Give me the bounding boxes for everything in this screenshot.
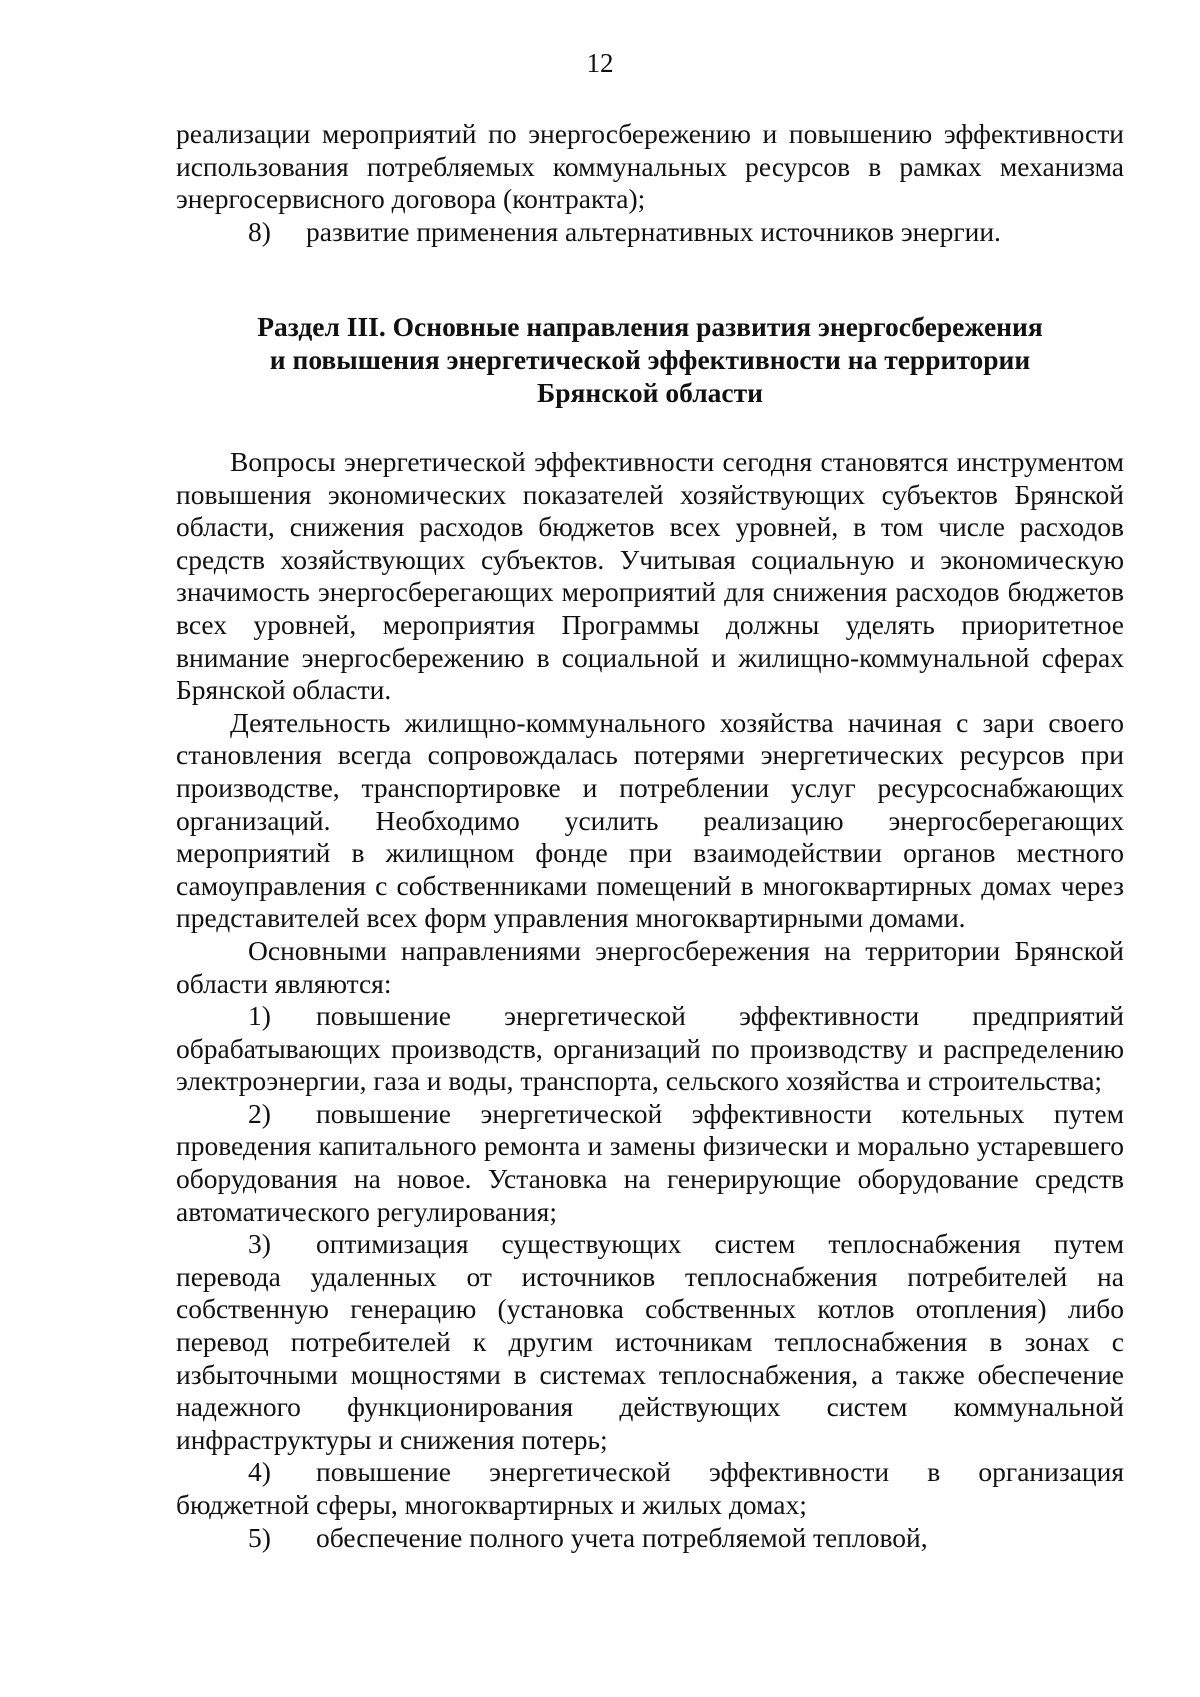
list-item-number: 3) bbox=[248, 1228, 271, 1260]
list-item-number: 1) bbox=[248, 1000, 271, 1032]
previous-section-continuation bbox=[176, 118, 1124, 248]
list-item-8 bbox=[176, 216, 1124, 249]
section-body bbox=[176, 446, 1124, 1554]
list-item bbox=[176, 1228, 1124, 1456]
paragraph-3: Основными направлениями энергосбережения на территории Брянской области являются: bbox=[176, 934, 1124, 999]
list-item bbox=[176, 1000, 1124, 1098]
list-item-text: повышение энергетической эффективности предприятий обрабатывающих производств, организаций по производству и распределению электроэнергии, газа и воды, транспорта, сельского хозяйства и строительства; bbox=[176, 1000, 1124, 1097]
list-item-number: 2) bbox=[248, 1097, 271, 1129]
page-number: 12 bbox=[586, 48, 614, 78]
list-item bbox=[176, 1098, 1124, 1228]
continuation-paragraph: реализации мероприятий по энергосбережению и повышению эффективности использования потребляемых коммунальных ресурсов в рамках механизма энергосервисного договора (контракта); bbox=[176, 118, 1124, 215]
list-item-text: повышение энергетической эффективности в организация бюджетной сферы, многоквартирных и жилых домах; bbox=[176, 1456, 1124, 1520]
list-item-text: повышение энергетической эффективности котельных путем проведения капитального ремонта и замены физически и морально устаревшего оборудования на новое. Установка на генерирующие оборудование средств автоматического регулирования; bbox=[176, 1097, 1124, 1227]
paragraph-1: Вопросы энергетической эффективности сегодня становятся инструментом повышения экономических показателей хозяйствующих субъектов Брянской области, снижения расходов бюджетов всех уровней, в том числе расходов средств хозяйствующих субъектов. Учитывая социальную и экономическую значимость энергосберегающих мероприятий для снижения расходов бюджетов всех уровней, мероприятия Программы должны уделять приоритетное внимание энергосбережению в социальной и жилищно-коммунальной сферах Брянской области. bbox=[176, 446, 1124, 706]
list-item-number: 5) bbox=[248, 1521, 271, 1553]
heading-line-2: и повышения энергетической эффективности на территории bbox=[269, 344, 1031, 375]
list-item-number: 4) bbox=[248, 1456, 271, 1488]
list-item-text: обеспечение полного учета потребляемой тепловой, bbox=[316, 1521, 928, 1553]
list-item bbox=[176, 1456, 1124, 1521]
list-item-text: оптимизация существующих систем теплоснабжения путем перевода удаленных от источников теплоснабжения потребителей на собственную генерацию (установка собственных котлов отопления) либо перевод потребителей к другим источникам теплоснабжения в зонах с избыточными мощностями в системах теплоснабжения, а также обеспечение надежного функционирования действующих систем коммунальной инфраструктуры и снижения потерь; bbox=[176, 1228, 1124, 1455]
heading-line-3: Брянской области bbox=[537, 377, 763, 408]
list-item bbox=[176, 1522, 1124, 1555]
section-heading bbox=[176, 310, 1124, 409]
paragraph-2: Деятельность жилищно-коммунального хозяйства начиная с зари своего становления всегда сопровождалась потерями энергетических ресурсов при производстве, транспортировке и потреблении услуг ресурсоснабжающих организаций. Необходимо усилить реализацию энергосберегающих мероприятий в жилищном фонде при взаимодействии органов местного самоуправления с собственниками помещений в многоквартирных домах через представителей всех форм управления многоквартирными домами. bbox=[176, 706, 1124, 934]
list-item-number: 8) bbox=[248, 215, 271, 247]
list-item-text: развитие применения альтернативных источников энергии. bbox=[306, 215, 1001, 247]
heading-line-1: Раздел III. Основные направления развития энергосбережения bbox=[257, 311, 1043, 342]
